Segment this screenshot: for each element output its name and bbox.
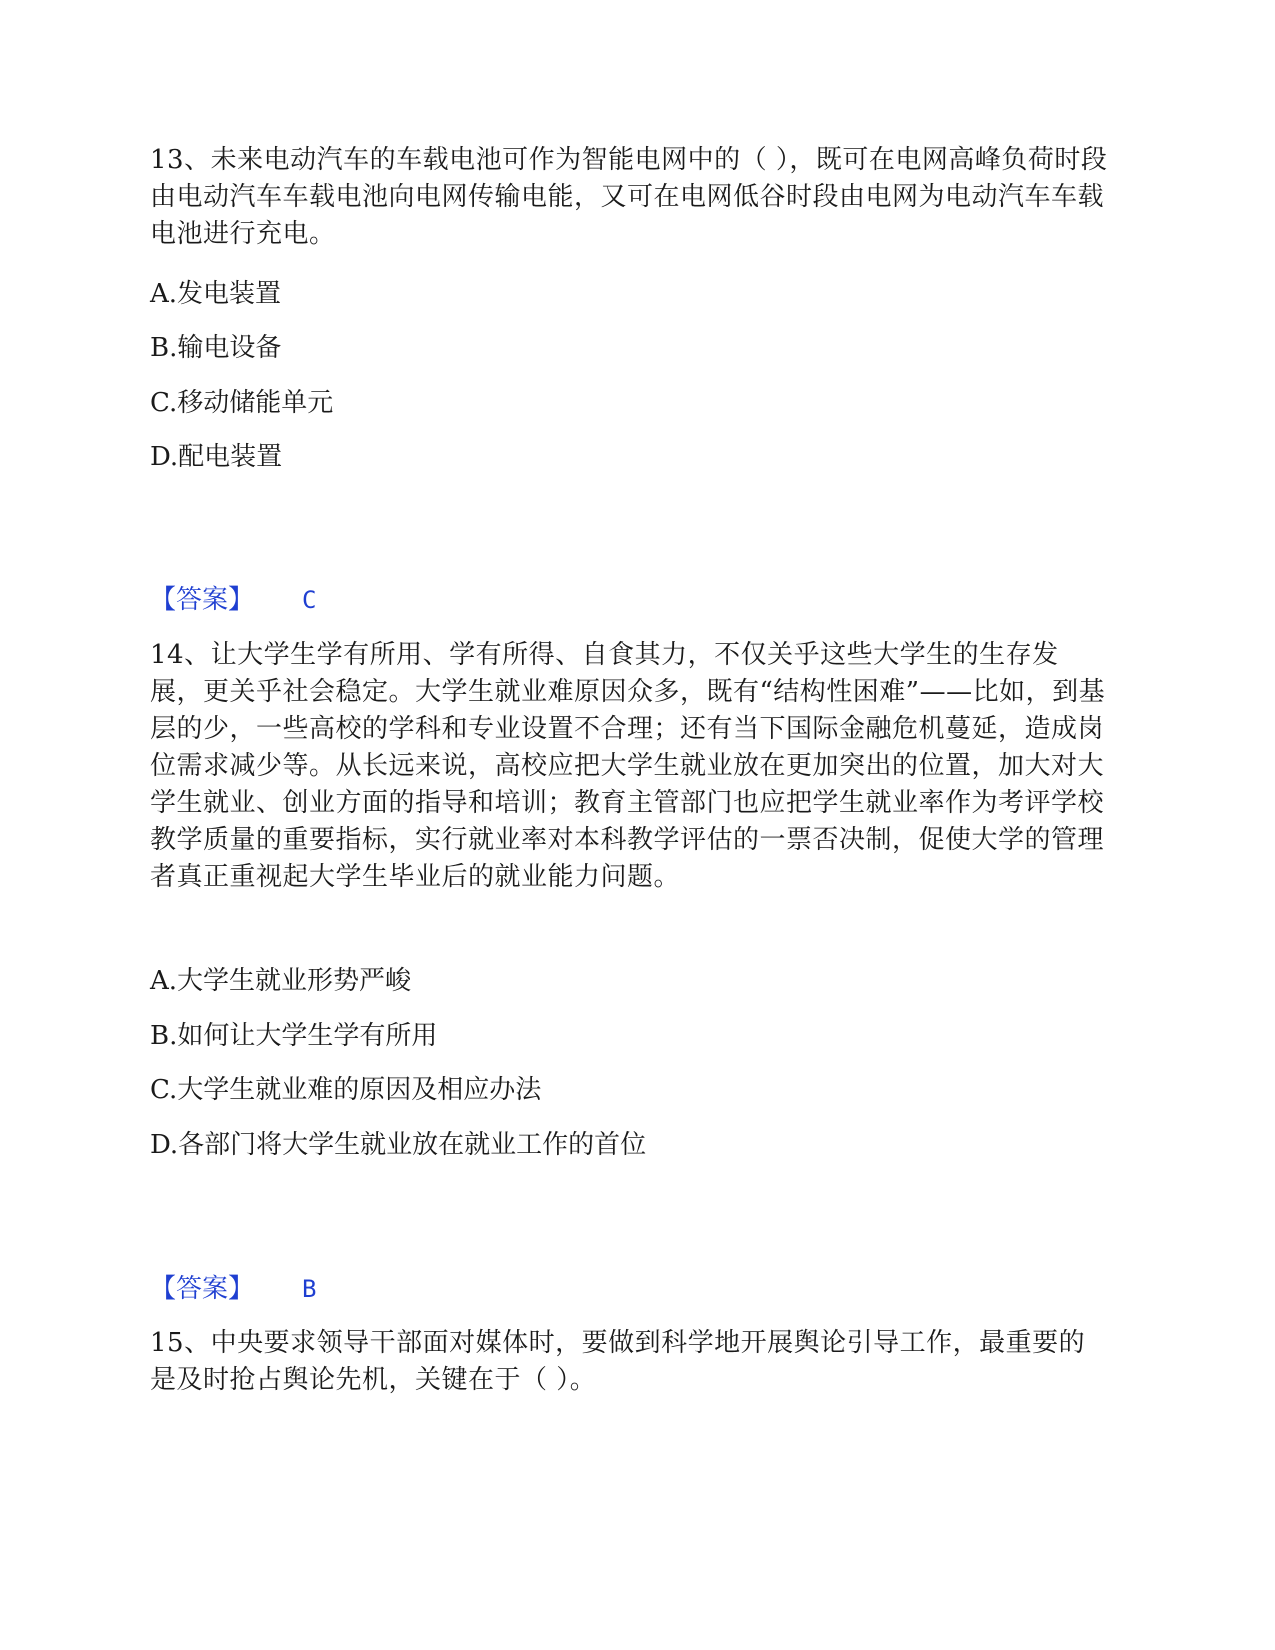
answer-label: 【答案】 (150, 585, 255, 615)
question-stem: 14、让大学生学有所用、学有所得、自食其力，不仅关乎这些大学生的生存发展，更关乎社会稳定。大学生就业难原因众多，既有“结构性困难”——比如，到基层的少，一些高校的学科和专业设置不合理；还有当下国际金融危机蔓延，造成岗位需求减少等。从长远来说，高校应把大学生就业放在更加突出的位置，加大对大学生就业、创业方面的指导和培训；教育主管部门也应把学生就业率作为考评学校教学质量的重要指标，实行就业率对本科教学评估的一票否决制，促使大学的管理者真正重视起大学生毕业后的就业能力问题。 (150, 640, 1106, 892)
option-a: A.大学生就业形势严峻 (150, 966, 412, 996)
option-d: D.配电装置 (150, 442, 283, 472)
option-b: B.输电设备 (150, 333, 282, 363)
question-14 (150, 637, 1110, 896)
answer-letter: C (302, 586, 317, 614)
answer-14 (150, 1271, 316, 1308)
question-15 (150, 1325, 1110, 1399)
question-stem: 15、中央要求领导干部面对媒体时，要做到科学地开展舆论引导工作，最重要的是及时抢占舆论先机，关键在于（ ）。 (150, 1328, 1086, 1395)
answer-letter: B (302, 1275, 317, 1303)
option-b: B.如何让大学生学有所用 (150, 1021, 438, 1051)
question-13 (150, 142, 1110, 253)
option-a: A.发电装置 (150, 279, 282, 309)
option-c: C.大学生就业难的原因及相应办法 (150, 1075, 542, 1105)
question-stem: 13、未来电动汽车的车载电池可作为智能电网中的（ ），既可在电网高峰负荷时段由电动汽车车载电池向电网传输电能，又可在电网低谷时段由电网为电动汽车车载电池进行充电。 (150, 145, 1108, 249)
option-d: D.各部门将大学生就业放在就业工作的首位 (150, 1130, 647, 1160)
answer-13 (150, 582, 316, 619)
option-c: C.移动储能单元 (150, 388, 334, 418)
answer-label: 【答案】 (150, 1274, 255, 1304)
